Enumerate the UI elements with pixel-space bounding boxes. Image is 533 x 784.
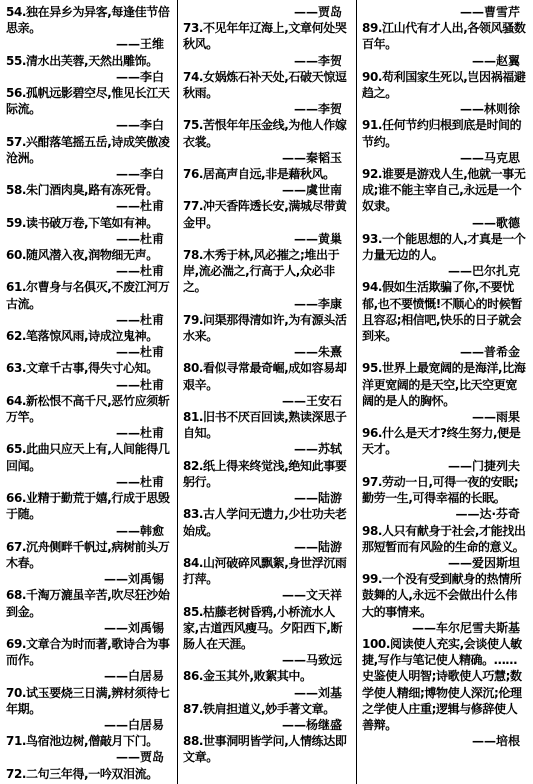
quote-entry: [6, 393, 172, 442]
quote-author: ——贾岛: [115, 750, 164, 765]
quote-entry: [6, 490, 172, 539]
quote-text: 71.鸟宿池边树,僧敲月下门。: [6, 734, 158, 749]
quote-entry: [6, 4, 172, 53]
quote-author: ——门捷列夫: [447, 458, 520, 473]
quote-author: ——马克思: [459, 150, 520, 165]
quote-author: ——刘禹锡: [103, 620, 164, 635]
quote-text: 72.二句三年得,一吟双泪流。: [6, 766, 158, 781]
quote-author: ——杜甫: [115, 312, 164, 327]
quote-entry: [6, 587, 172, 636]
quote-author: ——陆游: [293, 539, 342, 554]
quote-entry: [6, 685, 172, 734]
quote-entry: [183, 312, 350, 361]
quote-author: ——秦韬玉: [281, 150, 342, 165]
quote-author: ——白居易: [103, 717, 164, 732]
quote-text: 96.什么是天才?终生努力,便是天才。: [362, 426, 521, 457]
quote-author: ——马致远: [281, 653, 342, 668]
column-3: [362, 4, 528, 784]
quote-entry: [362, 20, 528, 69]
quote-author: ——杜甫: [115, 345, 164, 360]
quote-author: ——赵翼: [471, 53, 520, 68]
quote-text: 56.孤帆远影碧空尽,惟见长江天际流。: [6, 86, 170, 117]
quote-entry: [183, 360, 350, 409]
quote-text: 61.尔曹身与名俱灭,不废江河万古流。: [6, 280, 170, 311]
quote-author: ——杜甫: [115, 377, 164, 392]
quote-author: ——杜甫: [115, 264, 164, 279]
quote-entry: [6, 134, 172, 183]
quote-text: 77.冲天香阵透长安,满城尽带黄金甲。: [183, 199, 347, 230]
quote-text: 91.任何节约归根到底是时间的节约。: [362, 118, 522, 149]
quote-author: ——白居易: [103, 669, 164, 684]
quote-text: 79.问渠那得清如许,为有源头活水来。: [183, 312, 347, 344]
quote-text: 57.兴酣落笔摇五岳,诗成笑傲凌沧洲。: [6, 134, 170, 165]
quote-author: ——雨果: [471, 410, 520, 425]
quote-author: ——苏轼: [293, 442, 342, 457]
column-divider: [177, 0, 178, 784]
quote-entry: [6, 360, 172, 392]
quote-entry: [362, 279, 528, 360]
quote-author: ——刘基: [293, 685, 342, 700]
quote-entry: [183, 506, 350, 555]
quote-text: 84.山河破碎风飘絮,身世浮沉雨打萍。: [183, 555, 347, 587]
quote-text: 88.世事洞明皆学问,人情练达即文章。: [183, 734, 347, 765]
quote-text: 85.枯藤老树昏鸦,小桥流水人家,古道西风瘦马。夕阳西下,断肠人在天涯。: [183, 604, 343, 651]
quote-entry: [183, 458, 350, 507]
quote-author: ——杨继盛: [281, 717, 342, 732]
quote-text: 59.读书破万卷,下笔如有神。: [6, 215, 158, 230]
quote-text: 64.新松恨不高千尺,恶竹应须斩万竿。: [6, 393, 170, 425]
quote-author: ——杜甫: [115, 426, 164, 441]
quote-entry: [362, 360, 528, 425]
quote-entry: [362, 4, 528, 20]
quote-entry: [6, 441, 172, 490]
quote-text: 75.苦恨年年压金线,为他人作嫁衣裳。: [183, 118, 347, 149]
quote-entry: [183, 668, 350, 700]
quote-text: 83.古人学问无遗力,少壮功夫老始成。: [183, 507, 347, 538]
quote-entry: [362, 231, 528, 280]
quote-author: ——李白: [115, 167, 164, 182]
quote-text: 94.假如生活欺骗了你,不要忧郁,也不要愤慨!不顺心的时候暂且容忍;相信吧,快乐的日子就会到来。: [362, 280, 523, 344]
quote-author: ——爱因斯坦: [447, 555, 520, 570]
quote-text: 98.人只有献身于社会,才能找出那短暂而有风险的生命的意义。: [362, 523, 526, 554]
quote-entry: [6, 328, 172, 360]
quote-author: ——朱熹: [293, 345, 342, 360]
quote-text: 54.独在异乡为异客,每逢佳节倍思亲。: [6, 5, 170, 36]
quote-entry: [6, 85, 172, 134]
quote-text: 76.居高声自远,非是藉秋风。: [183, 167, 335, 182]
quote-entry: [183, 69, 350, 118]
quote-text: 66.业精于勤荒于嬉,行成于思毁于随。: [6, 491, 170, 522]
quote-text: 90.苟利国家生死以,岂因祸福避趋之。: [362, 69, 526, 101]
quote-entry: [362, 523, 528, 572]
quote-author: ——培根: [471, 734, 520, 749]
quote-entry: [183, 555, 350, 604]
quote-text: 62.笔落惊风雨,诗成泣鬼神。: [6, 329, 158, 344]
quote-text: 95.世界上最宽阔的是海洋,比海洋更宽阔的是天空,比天空更宽阔的是人的胸怀。: [362, 361, 526, 408]
quote-author: ——李贺: [293, 53, 342, 68]
quote-author: ——杜甫: [115, 474, 164, 489]
quote-text: 74.女娲炼石补天处,石破天惊逗秋雨。: [183, 69, 347, 101]
quote-text: 67.沉舟侧畔千帆过,病树前头万木春。: [6, 539, 170, 570]
quote-entry: [183, 701, 350, 733]
quote-author: ——李白: [115, 69, 164, 84]
column-1: [6, 4, 172, 784]
quote-author: ——韩愈: [115, 523, 164, 538]
quote-entry: [362, 636, 528, 749]
quote-author: ——杜甫: [115, 199, 164, 214]
quote-author: ——文天祥: [281, 588, 342, 603]
quote-text: 65.此曲只应天上有,人间能得几回闻。: [6, 442, 170, 473]
quote-author: ——李白: [115, 118, 164, 133]
quote-author: ——普希金: [459, 345, 520, 360]
quote-author: ——车尔尼雪夫斯基: [411, 620, 520, 635]
quote-entry: [6, 279, 172, 328]
quote-author: ——达·芬奇: [455, 507, 520, 522]
quote-entry: [183, 117, 350, 166]
quote-entry: [362, 166, 528, 231]
quote-entry: [6, 182, 172, 214]
quote-text: 78.木秀于林,风必摧之;堆出于岸,流必湍之,行高于人,众必非之。: [183, 248, 340, 295]
quote-text: 93.一个能思想的人,才真是一个力量无边的人。: [362, 231, 526, 263]
quote-text: 63.文章千古事,得失寸心知。: [6, 361, 158, 376]
quote-text: 73.不见年年辽海上,文章何处哭秋风。: [183, 21, 347, 52]
quote-author: ——歌德: [471, 215, 520, 230]
quote-text: 92.谁要是游戏人生,他就一事无成;谁不能主宰自己,永远是一个奴隶。: [362, 167, 526, 214]
quote-text: 89.江山代有才人出,各领风骚数百年。: [362, 21, 526, 52]
quote-author: ——李贺: [293, 102, 342, 117]
quote-author: ——王安石: [281, 393, 342, 408]
quote-author: ——巴尔扎克: [447, 264, 520, 279]
quote-text: 86.金玉其外,败絮其中。: [183, 669, 312, 684]
quote-author: ——贾岛: [293, 5, 342, 19]
quote-text: 99.一个没有受到献身的热情所鼓舞的人,永远不会做出什么伟大的事情来。: [362, 572, 522, 619]
quote-entry: [6, 539, 172, 588]
quote-entry: [6, 733, 172, 765]
quote-entry: [6, 53, 172, 85]
quote-author: ——李康: [293, 296, 342, 311]
column-2: [183, 4, 350, 784]
quote-author: ——林则徐: [459, 102, 520, 117]
quote-entry: [362, 69, 528, 118]
quote-entry: [6, 636, 172, 685]
quote-entry: [183, 166, 350, 198]
column-divider: [356, 0, 357, 784]
quote-entry: [6, 247, 172, 279]
quote-text: 87.铁肩担道义,妙手著文章。: [183, 701, 335, 716]
quote-entry: [362, 571, 528, 636]
quote-entry: [183, 409, 350, 458]
quote-text: 97.劳动一日,可得一夜的安眠;勤劳一生,可得幸福的长眠。: [362, 474, 519, 506]
quote-entry: [183, 4, 350, 20]
quote-entry: [362, 474, 528, 523]
quote-text: 80.看似寻常最奇崛,成如容易却艰辛。: [183, 361, 347, 392]
quote-text: 82.纸上得来终觉浅,绝知此事要躬行。: [183, 458, 347, 489]
quote-entry: [183, 733, 350, 765]
quote-text: 81.旧书不厌百回读,熟读深思子自知。: [183, 410, 347, 441]
quote-author: ——陆游: [293, 491, 342, 506]
quote-entry: [183, 247, 350, 312]
quote-author: ——刘禹锡: [103, 572, 164, 587]
quote-text: 60.随风潜入夜,润物细无声。: [6, 248, 158, 263]
quote-text: 69.文章合为时而著,歌诗合为事而作。: [6, 636, 170, 668]
quote-author: ——杜甫: [115, 231, 164, 246]
quote-author: ——曹雪芹: [459, 5, 520, 19]
quote-entry: [183, 20, 350, 69]
quote-text: 70.试玉要烧三日满,辨材须待七年期。: [6, 685, 170, 716]
quote-text: 68.千淘万漉虽辛苦,吹尽狂沙始到金。: [6, 588, 170, 619]
quote-text: 55.清水出芙蓉,天然出雕饰。: [6, 53, 158, 68]
quote-author: ——王维: [115, 37, 164, 52]
quote-entry: [362, 425, 528, 474]
quote-author: ——虞世南: [281, 183, 342, 198]
quote-author: ——黄巢: [293, 231, 342, 246]
quote-entry: [183, 198, 350, 247]
quote-text: 100.阅读使人充实,会谈使人敏捷,写作与笔记使人精确。……史鉴使人明智;诗歌使人巧慧;数学使人精细;博物使人深沉;伦理之学使人庄重;逻辑与修辞使人善辩。: [362, 636, 522, 732]
quote-entry: [6, 766, 172, 782]
quote-entry: [362, 117, 528, 166]
quote-entry: [183, 604, 350, 669]
quote-entry: [6, 215, 172, 247]
quote-text: 58.朱门酒肉臭,路有冻死骨。: [6, 183, 158, 198]
